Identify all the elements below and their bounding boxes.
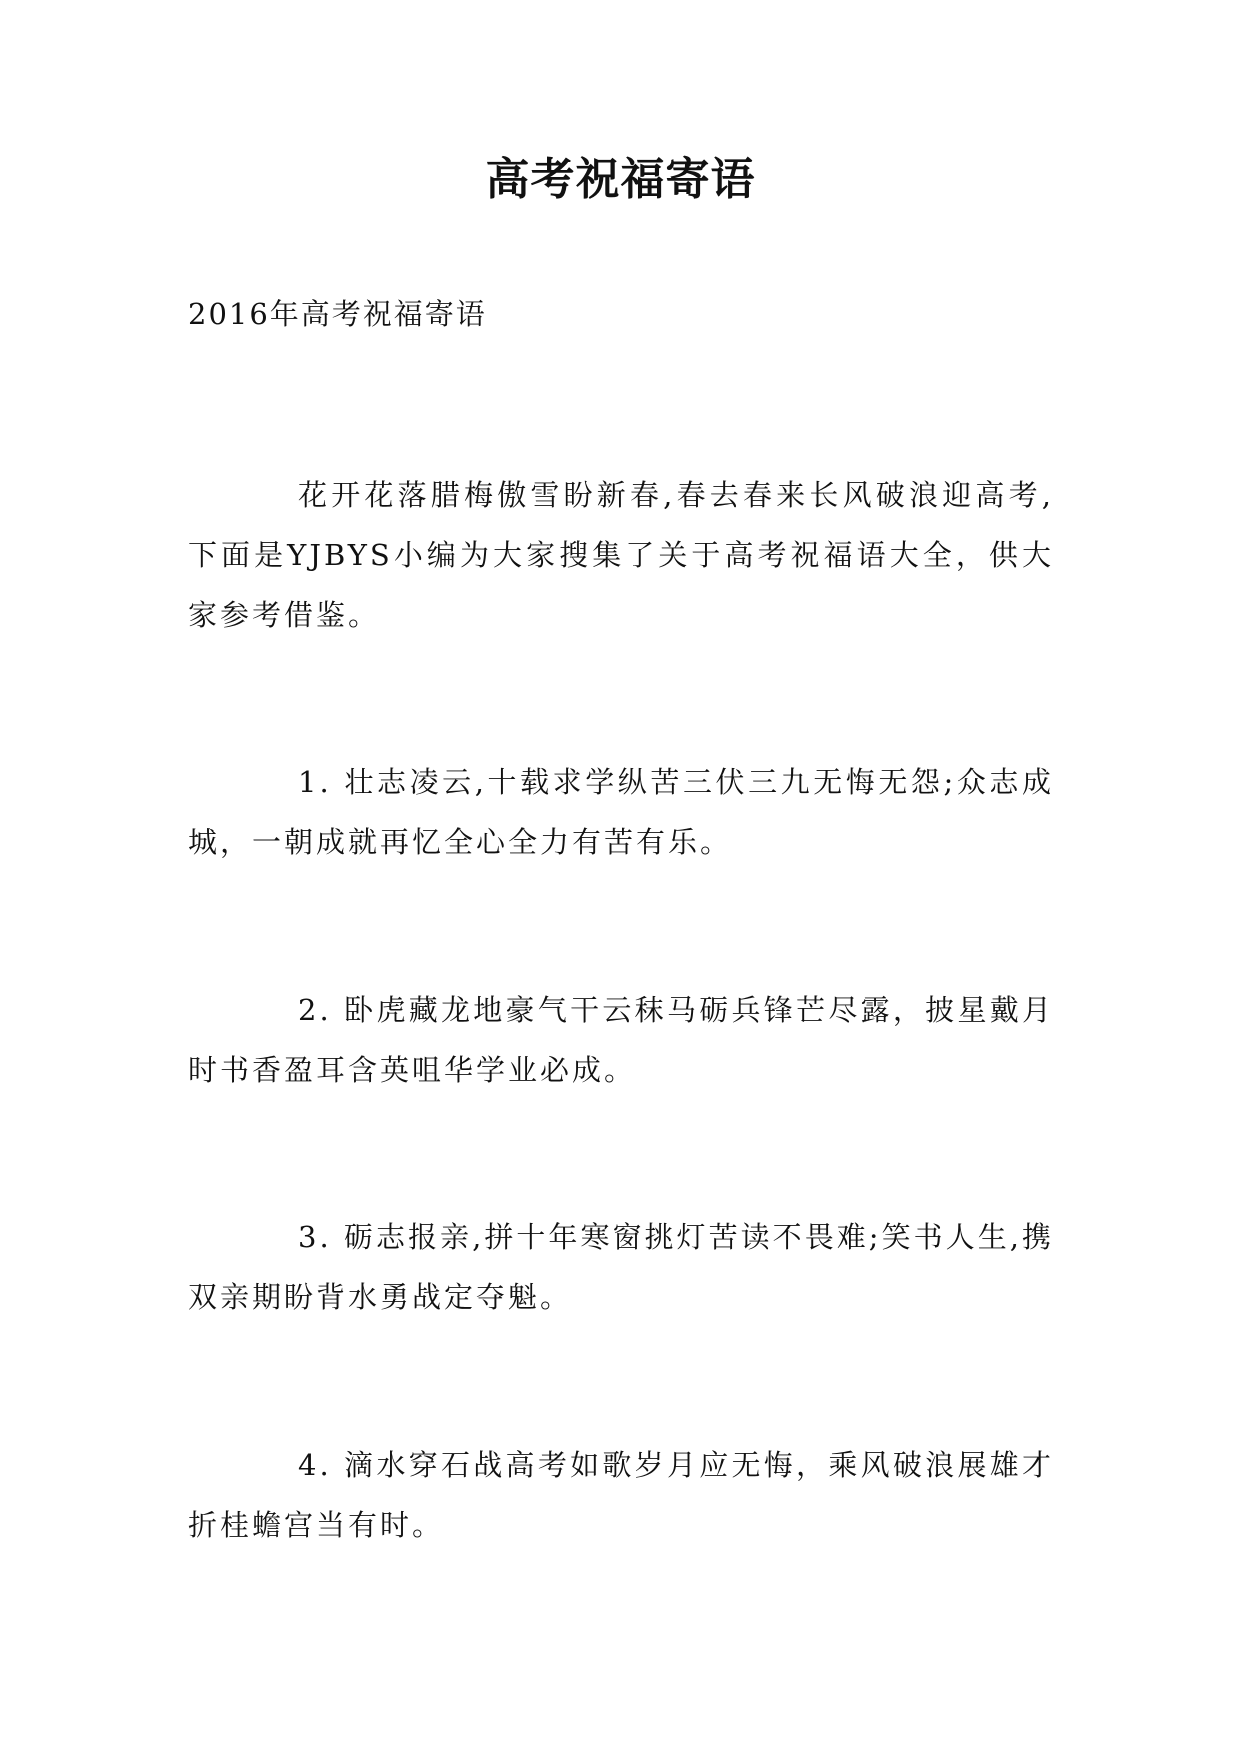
document-subtitle: 2016年高考祝福寄语	[188, 297, 487, 331]
document-title: 高考祝福寄语	[485, 154, 756, 205]
intro-paragraph: 花开花落腊梅傲雪盼新春,春去春来长风破浪迎高考,下面是YJBYS小编为大家搜集了关于高考祝福语大全，供大家参考借鉴。	[188, 478, 1054, 632]
blessing-item-3: 3. 砺志报亲,拼十年寒窗挑灯苦读不畏难;笑书人生,携双亲期盼背水勇战定夺魁。	[188, 1220, 1054, 1314]
blessing-item-1: 1. 壮志凌云,十载求学纵苦三伏三九无悔无怨;众志成城，一朝成就再忆全心全力有苦有乐。	[188, 765, 1054, 859]
blessing-item-4: 4. 滴水穿石战高考如歌岁月应无悔，乘风破浪展雄才折桂蟾宫当有时。	[188, 1448, 1054, 1542]
blessing-item-2: 2. 卧虎藏龙地豪气干云秣马砺兵锋芒尽露，披星戴月时书香盈耳含英咀华学业必成。	[188, 993, 1054, 1087]
